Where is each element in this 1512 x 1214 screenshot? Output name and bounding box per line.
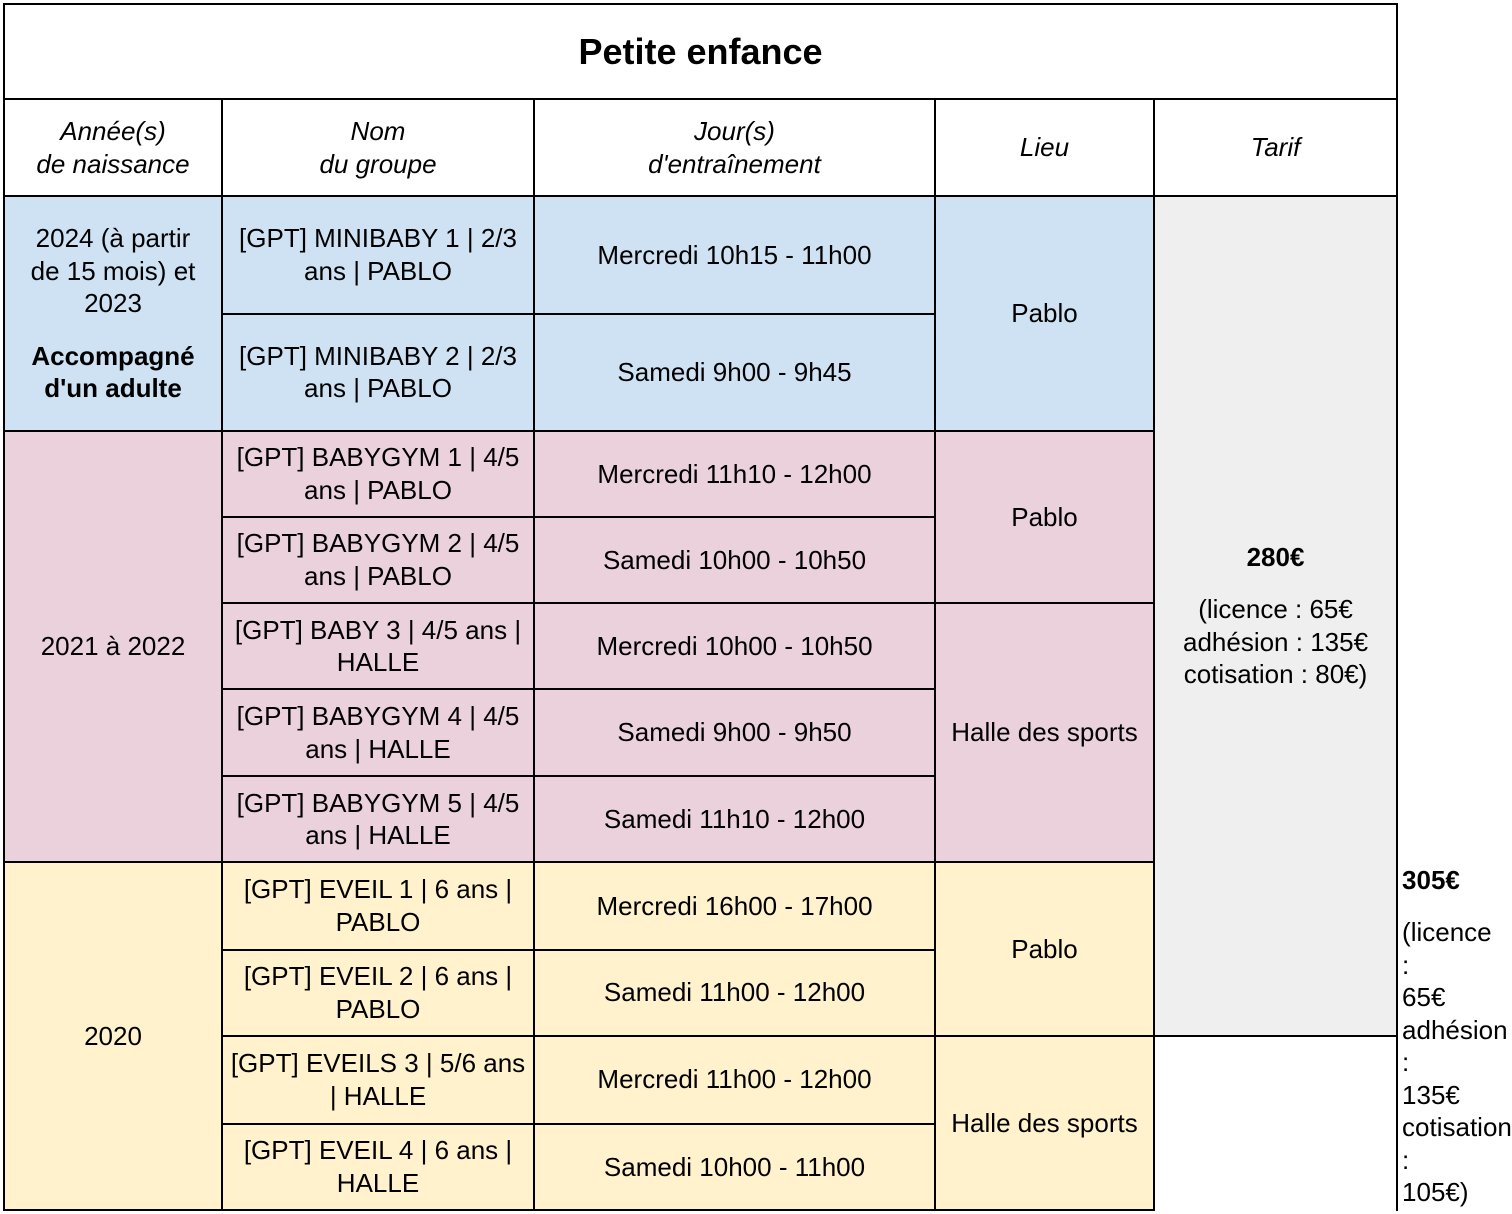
group-schedule: Samedi 9h00 - 9h45 — [534, 314, 935, 431]
header-annee — [4, 99, 222, 196]
group-schedule: Samedi 10h00 - 10h50 — [534, 517, 935, 603]
annee-cell: 2021 à 2022 — [4, 431, 222, 863]
header-jour — [534, 99, 935, 196]
group-schedule: Mercredi 10h00 - 10h50 — [534, 603, 935, 689]
group-name: [GPT] EVEIL 1 | 6 ans | PABLO — [222, 862, 534, 949]
group-schedule: Samedi 11h10 - 12h00 — [534, 776, 935, 862]
annee-line: 2023 — [84, 288, 142, 319]
header-jour-line2: d'entraînement — [648, 148, 821, 179]
table-title: Petite enfance — [4, 4, 1397, 99]
group-schedule: Mercredi 16h00 - 17h00 — [534, 862, 935, 949]
header-lieu: Lieu — [935, 99, 1154, 196]
annee-line: de 15 mois) et — [30, 255, 196, 286]
group-schedule: Samedi 9h00 - 9h50 — [534, 689, 935, 776]
group-name: [GPT] MINIBABY 1 | 2/3 ans | PABLO — [222, 196, 534, 313]
header-nom-line2: du groupe — [319, 148, 437, 179]
header-nom-line1: Nom — [350, 116, 406, 147]
group-name: [GPT] BABY 3 | 4/5 ans | HALLE — [222, 603, 534, 689]
header-annee-line1: Année(s) — [60, 116, 166, 147]
tarif-detail: adhésion : 135€ — [1182, 626, 1369, 657]
group-name: [GPT] MINIBABY 2 | 2/3 ans | PABLO — [222, 314, 534, 431]
schedule-table: Petite enfance Année(s) de naissance Nom du groupe Jour(s) d'entraînement Lieu Tarif 2024 (à partir de 15 mois) et 2023 Accompagné d'un adulte [GPT] MINIBABY 1 | 2/3 ans | PABLO Mercredi 10h15 - 11h00 Pablo 280€ (licence : 65€ adhésion : 135€ cotisation : 80€) [GPT] MINIBABY 2 | 2/3 ans | PABLO Samedi 9h00 - 9h45 2021 à 2022 [GPT] BABYGYM 1 | 4/5 ans | PABLO Mercredi 11h10 - 12h00 Pablo [GPT] BABYGYM 2 | 4/5 ans | PABLO Samedi 10h00 - 10h50 [GPT] BABY 3 | 4/5 ans | HALLE Mercredi 10h00 - 10h50 Halle des sports [GPT] BABYGYM 4 | 4/5 ans | HALLE Samedi 9h00 - 9h50 [GPT] BABYGYM 5 | 4/5 ans | HALLE Samedi 11h10 - 12h00 2020 [GPT] EVEIL 1 | 6 ans | PABLO Mercredi 16h00 - 17h00 Pablo 305€ (licence : 65€ adhésion : 135€ cotisation : 105€) [GPT] EVEIL 2 | 6 ans | PABLO Samedi 11h00 - 12h00 [GPT] EVEILS 3 | 5/6 ans | HALLE Mercredi 11h00 - 12h00 Halle des sports [GPT] EVEIL 4 | 6 ans | HALLE Samedi 10h00 - 11h00 — [3, 3, 1398, 1211]
header-jour-line1: Jour(s) — [694, 116, 775, 147]
annee-cell — [4, 196, 222, 430]
lieu-cell: Pablo — [935, 196, 1154, 430]
lieu-cell: Pablo — [935, 862, 1154, 1035]
group-name: [GPT] EVEIL 2 | 6 ans | PABLO — [222, 950, 534, 1036]
group-name: [GPT] BABYGYM 5 | 4/5 ans | HALLE — [222, 776, 534, 862]
tarif-price: 280€ — [1246, 541, 1305, 572]
group-name: [GPT] BABYGYM 1 | 4/5 ans | PABLO — [222, 431, 534, 517]
group-name: [GPT] EVEILS 3 | 5/6 ans | HALLE — [222, 1036, 534, 1124]
lieu-cell: Halle des sports — [935, 603, 1154, 862]
group-name: [GPT] BABYGYM 2 | 4/5 ans | PABLO — [222, 517, 534, 603]
tarif-cell — [1154, 196, 1397, 1035]
group-schedule: Samedi 11h00 - 12h00 — [534, 950, 935, 1036]
header-annee-line2: de naissance — [36, 148, 190, 179]
group-schedule: Mercredi 10h15 - 11h00 — [534, 196, 935, 313]
tarif-detail: (licence : 65€ — [1198, 594, 1353, 625]
group-schedule: Mercredi 11h10 - 12h00 — [534, 431, 935, 517]
group-schedule: Samedi 10h00 - 11h00 — [534, 1124, 935, 1210]
header-nom — [222, 99, 534, 196]
header-tarif: Tarif — [1154, 99, 1397, 196]
lieu-cell: Pablo — [935, 431, 1154, 603]
annee-line: 2024 (à partir — [35, 223, 191, 254]
annee-note: Accompagné — [31, 340, 195, 371]
tarif-detail: cotisation : 80€) — [1183, 659, 1368, 690]
group-name: [GPT] BABYGYM 4 | 4/5 ans | HALLE — [222, 689, 534, 776]
annee-cell: 2020 — [4, 862, 222, 1210]
group-schedule: Mercredi 11h00 - 12h00 — [534, 1036, 935, 1124]
group-name: [GPT] EVEIL 4 | 6 ans | HALLE — [222, 1124, 534, 1210]
annee-note: d'un adulte — [44, 373, 182, 404]
lieu-cell: Halle des sports — [935, 1036, 1154, 1210]
